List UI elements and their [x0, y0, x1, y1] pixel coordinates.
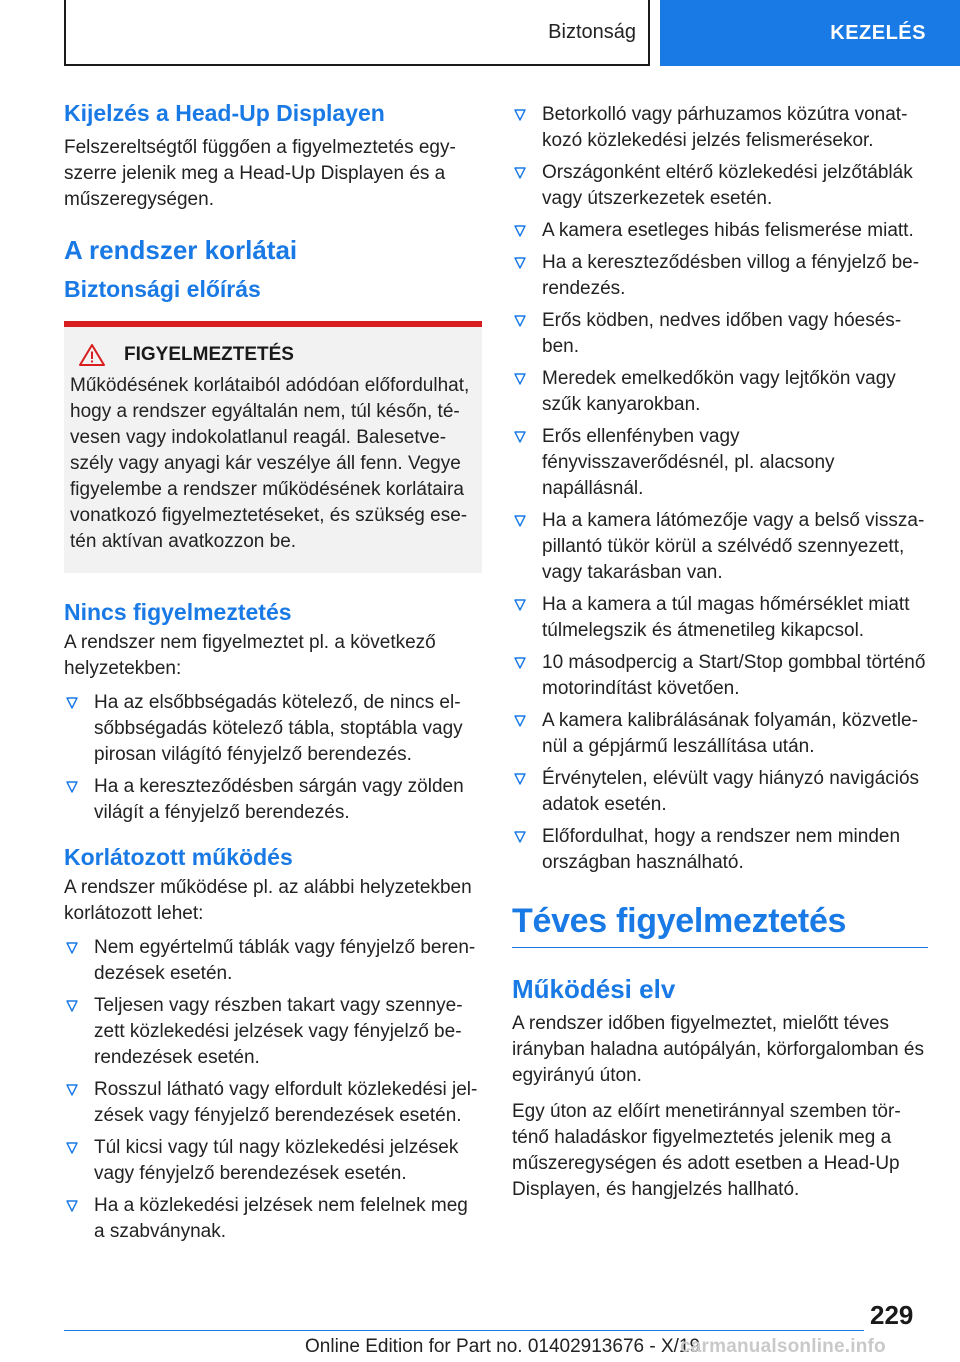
- paragraph-principle-1: A rendszer időben figyelmeztet, mielőtt téves irányban haladna autópályán, körforgalomban és egyirányú úton.: [512, 1013, 924, 1086]
- paragraph-hud: Felszereltségtől függően a figyelmeztetés egyszerre jelenik meg a Head-Up Displayen és a műszeregységen.: [64, 137, 456, 210]
- list-item: [64, 1077, 482, 1129]
- list-item: [512, 308, 928, 360]
- list-item-text: A kamera kalibrálásának folyamán, közvetlenül a gépjármű leszállítása után.: [542, 710, 918, 757]
- bullet-triangle-icon: [514, 431, 526, 443]
- header-chapter-tab[interactable]: [660, 0, 960, 66]
- bullet-triangle-icon: [66, 1000, 78, 1012]
- warning-box: [64, 321, 482, 573]
- list-item: [512, 366, 928, 418]
- bullet-triangle-icon: [514, 109, 526, 121]
- list-item-text: Ha a közlekedési jelzések nem felelnek meg a szabványnak.: [94, 1195, 468, 1242]
- bullet-triangle-icon: [514, 515, 526, 527]
- heading-limited-operation: Korlátozott működés: [64, 844, 293, 870]
- bullet-triangle-icon: [514, 831, 526, 843]
- list-item: [512, 824, 928, 876]
- bullet-triangle-icon: [514, 167, 526, 179]
- list-item-text: Nem egyértelmű táblák vagy fényjelző berendezések esetén.: [94, 937, 476, 984]
- footer-edition: Online Edition for Part no. 01402913676 - X/19: [305, 1336, 701, 1357]
- bullet-triangle-icon: [514, 257, 526, 269]
- warning-triangle-icon: [78, 343, 106, 367]
- list-item-text: Betorkolló vagy párhuzamos közútra vonatkozó közlekedési jelzés felismerésekor.: [542, 104, 908, 151]
- heading-hud: Kijelzés a Head-Up Displayen: [64, 100, 385, 126]
- heading-no-warning: Nincs figyelmeztetés: [64, 599, 292, 625]
- list-item-text: Erős ködben, nedves időben vagy hóesésben.: [542, 310, 902, 357]
- list-item: [512, 250, 928, 302]
- right-column: [512, 100, 928, 1203]
- list-item-text: Ha a kamera a túl magas hőmérséklet miatt túlmelegszik és átmenetileg kikapcsol.: [542, 594, 910, 641]
- heading-system-limits: A rendszer korlátai: [64, 235, 298, 265]
- list-item: [512, 708, 928, 760]
- bullet-triangle-icon: [514, 373, 526, 385]
- bullet-triangle-icon: [66, 697, 78, 709]
- list-item: [64, 774, 482, 826]
- page-header: [64, 0, 960, 66]
- heading-operating-principle: Működési elv: [512, 974, 676, 1004]
- list-item-text: A kamera esetleges hibás felismerése miatt.: [542, 220, 914, 241]
- list-item: [512, 424, 928, 502]
- paragraph-limited-operation: A rendszer működése pl. az alábbi helyzetekben korlátozott lehet:: [64, 877, 472, 924]
- list-item-text: Túl kicsi vagy túl nagy közlekedési jelzések vagy fényjelző berendezések esetén.: [94, 1137, 459, 1184]
- bullet-triangle-icon: [514, 599, 526, 611]
- list-item: [512, 766, 928, 818]
- bullet-triangle-icon: [514, 773, 526, 785]
- paragraph-principle-2: Egy úton az előírt menetiránnyal szemben történő haladáskor figyelmeztetés jelenik meg a műszeregységen és adott esetben a Head-Up Displayen, és hangjelzés hallható.: [512, 1101, 901, 1200]
- list-item: [64, 1135, 482, 1187]
- list-item-text: Országonként eltérő közlekedési jelzőtáblák vagy útszerkezetek esetén.: [542, 162, 913, 209]
- bullet-triangle-icon: [66, 1142, 78, 1154]
- list-item-text: Erős ellenfényben vagy fényvisszaverődésnél, pl. alacsony napállásnál.: [542, 426, 835, 499]
- list-item-text: 10 másodpercig a Start/Stop gombbal történő motorindítást követően.: [542, 652, 926, 699]
- warning-title: FIGYELMEZTETÉS: [124, 344, 294, 365]
- list-item: [512, 102, 928, 154]
- list-item: [64, 1193, 482, 1245]
- list-item: [64, 935, 482, 987]
- list-item: [512, 650, 928, 702]
- bullet-triangle-icon: [66, 1084, 78, 1096]
- list-item-text: Ha a kamera látómezője vagy a belső visszapillantó tükör körül a szélvédő szennyezett, vagy takarásban van.: [542, 510, 925, 583]
- list-item: [512, 508, 928, 586]
- list-item-text: Ha a kereszteződésben villog a fényjelző berendezés.: [542, 252, 920, 299]
- page-number: 229: [870, 1300, 914, 1330]
- bullet-triangle-icon: [514, 225, 526, 237]
- warning-title-row: [70, 343, 476, 367]
- list-item-text: Teljesen vagy részben takart vagy szennyezett közlekedési jelzések vagy fényjelző berendezések esetén.: [94, 995, 463, 1068]
- list-item-text: Ha az elsőbbségadás kötelező, de nincs elsőbbségadás kötelező tábla, stoptábla vagy pirosan világító fényjelző berendezés.: [94, 692, 463, 765]
- list-limited-operation: [64, 935, 482, 1245]
- list-item-text: Rosszul látható vagy elfordult közlekedési jelzések vagy fényjelző berendezések esetén.: [94, 1079, 478, 1126]
- footer-divider: [64, 1330, 864, 1331]
- footer-watermark: carmanualsonline.info: [680, 1336, 886, 1357]
- heading-safety-notice: Biztonsági előírás: [64, 276, 261, 302]
- left-column: [64, 100, 482, 1251]
- bullet-triangle-icon: [66, 1200, 78, 1212]
- header-section-box: [64, 0, 650, 66]
- list-no-warning: [64, 690, 482, 826]
- list-item: [64, 690, 482, 768]
- list-item: [512, 218, 928, 244]
- paragraph-no-warning: A rendszer nem figyelmeztet pl. a következő helyzetekben:: [64, 632, 436, 679]
- list-item: [512, 160, 928, 212]
- heading-false-warning: Téves figyelmeztetés: [512, 902, 928, 948]
- list-item-text: Meredek emelkedőkön vagy lejtőkön vagy szűk kanyarokban.: [542, 368, 896, 415]
- list-item-text: Előfordulhat, hogy a rendszer nem minden országban használható.: [542, 826, 901, 873]
- list-item: [512, 592, 928, 644]
- list-item-text: Érvénytelen, elévült vagy hiányzó navigációs adatok esetén.: [542, 768, 920, 815]
- bullet-triangle-icon: [514, 315, 526, 327]
- bullet-triangle-icon: [514, 657, 526, 669]
- bullet-triangle-icon: [66, 942, 78, 954]
- list-item: [64, 993, 482, 1071]
- list-item-text: Ha a kereszteződésben sárgán vagy zölden világít a fényjelző berendezés.: [94, 776, 464, 823]
- header-chapter-label: KEZELÉS: [830, 21, 926, 44]
- header-section-label: Biztonság: [548, 20, 636, 43]
- warning-text: Működésének korlátaiból adódóan előfordulhat, hogy a rendszer egyáltalán nem, túl későn, tévesen vagy indokolatlanul reagál. Balesetveszély vagy anyagi kár veszélye áll fenn. Vegye figyelembe a rendszer működésének korlátaira vonatkozó figyelmeztetéseket, és szükség esetén aktívan avatkozzon be.: [70, 375, 470, 552]
- bullet-triangle-icon: [66, 781, 78, 793]
- list-limited-operation-continued: [512, 102, 928, 876]
- bullet-triangle-icon: [514, 715, 526, 727]
